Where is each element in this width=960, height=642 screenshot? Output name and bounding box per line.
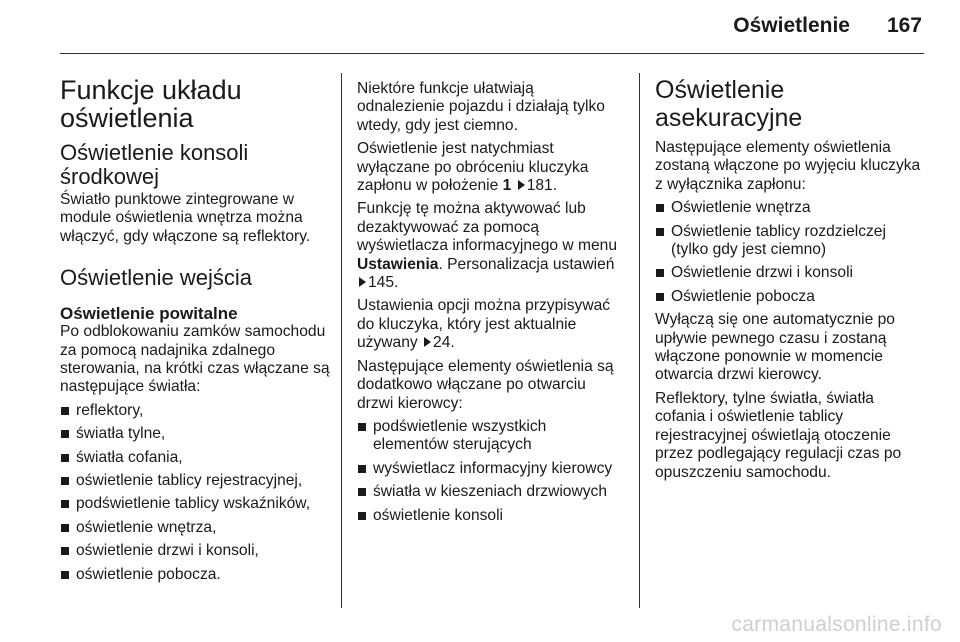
text: Ustawienia opcji można przypisywać do kluczyka, który jest aktualnie używany	[357, 297, 611, 352]
paragraph	[357, 200, 625, 292]
paragraph: Niektóre funkcje ułatwiają odnalezienie pojazdu i działają tylko wtedy, gdy jest ciemno.	[357, 80, 605, 134]
column-1	[60, 76, 330, 589]
reference-arrow-icon	[518, 180, 525, 190]
bold-text: 1	[502, 177, 512, 195]
paragraph	[357, 140, 625, 195]
list-item: Oświetlenie drzwi i konsoli	[655, 264, 927, 282]
page-reference[interactable]: 24.	[433, 334, 455, 352]
list-item: oświetlenie wnętrza,	[60, 519, 330, 537]
list-item: oświetlenie tablicy rejestracyjnej,	[60, 472, 330, 490]
text: Funkcję tę można aktywować lub dezaktywować za pomocą wyświetlacza informacyjnego w menu	[357, 200, 617, 255]
bold-text: Ustawienia	[357, 255, 439, 273]
subsection-heading-welcome: Oświetlenie powitalne	[60, 304, 238, 324]
text: . Personalizacja ustawień	[438, 255, 615, 273]
list-item: Oświetlenie wnętrza	[655, 199, 927, 217]
list-item: światła cofania,	[60, 449, 330, 467]
column-divider-2	[639, 73, 640, 608]
bullet-list	[357, 418, 625, 525]
list-item: podświetlenie wszystkich elementów sterujących	[357, 418, 625, 455]
text: Oświetlenie jest natychmiast wyłączane po obróceniu kluczyka zapłonu w położenie	[357, 140, 589, 195]
paragraph: Następujące elementy oświetlenia są dodatkowo włączane po otwarciu drzwi kierowcy:	[357, 357, 614, 412]
list-item: oświetlenie pobocza.	[60, 566, 330, 584]
section-heading: Funkcje układu oświetlenia	[60, 75, 242, 133]
paragraph: Po odblokowaniu zamków samochodu za pomocą nadajnika zdalnego sterowania, na krótki czas włączane są następujące światła:	[60, 323, 330, 396]
list-item: reflektory,	[60, 402, 330, 420]
paragraph	[357, 297, 625, 352]
page-reference[interactable]: 181.	[526, 177, 558, 195]
list-item: oświetlenie drzwi i konsoli,	[60, 542, 330, 560]
section-heading: Oświetlenie asekuracyjne	[655, 76, 803, 132]
column-divider-1	[341, 73, 342, 608]
paragraph: Reflektory, tylne światła, światła cofania i oświetlenie tablicy rejestracyjnej oświetlają otoczenie przez podlegający regulacji czas po opuszczeniu samochodu.	[655, 389, 902, 481]
list-item: Oświetlenie pobocza	[655, 288, 927, 306]
paragraph: Światło punktowe zintegrowane w module oświetlenia wnętrza można włączyć, gdy włączone są reflektory.	[60, 191, 311, 245]
header-divider	[60, 53, 924, 54]
paragraph: Następujące elementy oświetlenia zostaną włączone po wyjęciu kluczyka z wyłącznika zapłonu:	[655, 139, 921, 193]
list-item: światła tylne,	[60, 425, 330, 443]
list-item: Oświetlenie tablicy rozdzielczej (tylko gdy jest ciemno)	[655, 223, 927, 260]
list-item: oświetlenie konsoli	[357, 507, 625, 525]
subsection-heading-console: Oświetlenie konsoli środkowej	[60, 140, 249, 189]
list-item: podświetlenie tablicy wskaźników,	[60, 495, 330, 513]
column-3	[655, 76, 927, 487]
bullet-list	[655, 199, 927, 306]
list-item: wyświetlacz informacyjny kierowcy	[357, 460, 625, 478]
page-reference[interactable]: 145.	[368, 274, 399, 292]
paragraph: Wyłączą się one automatycznie po upływie pewnego czasu i zostaną włączone ponownie w momencie otwarcia drzwi kierowcy.	[655, 311, 895, 384]
reference-arrow-icon	[359, 277, 366, 287]
subsection-heading-entry: Oświetlenie wejścia	[60, 265, 252, 291]
reference-arrow-icon	[424, 337, 431, 347]
list-item: światła w kieszeniach drzwiowych	[357, 483, 625, 501]
page-number: 167	[886, 14, 922, 37]
bullet-list	[60, 402, 330, 584]
column-2	[357, 80, 625, 530]
watermark: carmanualsonline.info	[731, 613, 942, 636]
page-header-title: Oświetlenie	[733, 14, 850, 37]
